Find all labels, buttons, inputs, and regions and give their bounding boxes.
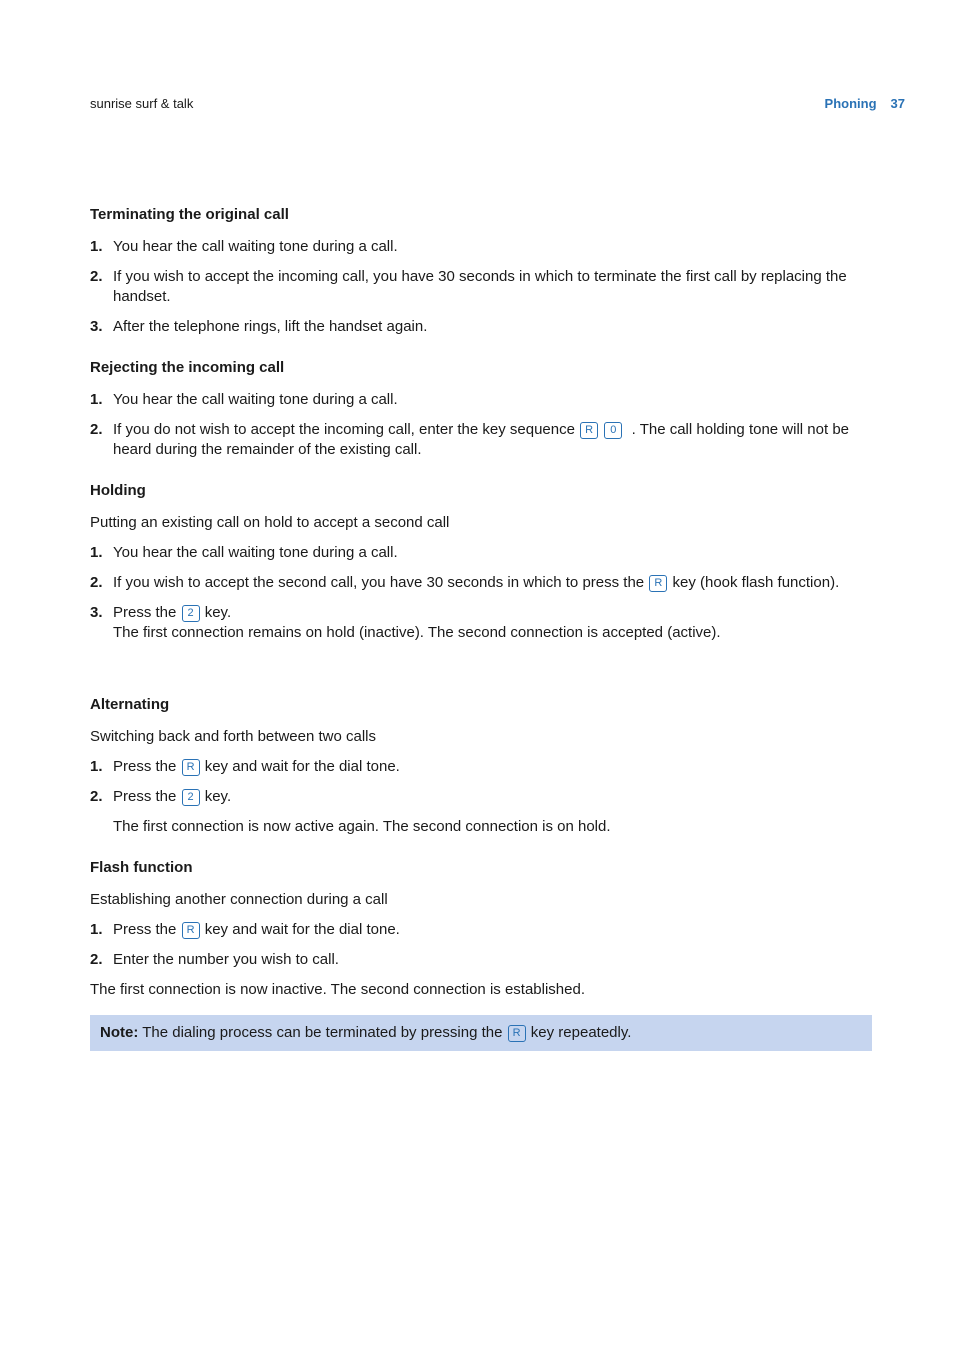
list-item (90, 267, 872, 307)
list-item (90, 757, 872, 777)
list-number: 1. (90, 921, 103, 938)
list-text: You hear the call waiting tone during a call. (113, 544, 398, 561)
list-text (113, 787, 872, 807)
text-before-key: Press the (113, 921, 177, 938)
list-item (90, 420, 872, 460)
note-label: Note: (100, 1024, 139, 1041)
section-intro: Establishing another connection during a call (90, 891, 388, 908)
list-number: 1. (90, 544, 103, 561)
section-rejecting (90, 358, 872, 460)
section-title-flash: Flash function (90, 859, 193, 876)
list-number: 2. (90, 574, 103, 591)
list-number: 2. (90, 421, 103, 438)
section-title-rejecting: Rejecting the incoming call (90, 359, 285, 376)
list-item (90, 573, 872, 593)
text-before-key: If you wish to accept the second call, you have 30 seconds in which to press the (113, 574, 645, 591)
text-before-key: Press the (113, 758, 177, 775)
list-text (113, 757, 872, 777)
list-item (90, 317, 872, 337)
text-before-keys: If you do not wish to accept the incoming call, enter the key sequence (113, 421, 575, 438)
text-after-key: key and wait for the dial tone. (204, 921, 400, 938)
list-number: 3. (90, 318, 103, 335)
list-text (113, 920, 872, 940)
list-item (90, 237, 872, 257)
section-intro: Putting an existing call on hold to accept a second call (90, 514, 450, 531)
text-after-key: key. (204, 604, 232, 621)
key-r-icon: R (182, 759, 200, 776)
list-number: 1. (90, 238, 103, 255)
section-after-text: The first connection is now inactive. The second connection is established. (90, 981, 585, 998)
header-section-title: Phoning (824, 96, 877, 111)
list-number: 1. (90, 758, 103, 775)
list-followup: The first connection remains on hold (inactive). The second connection is accepted (active). (113, 624, 721, 641)
list-text: You hear the call waiting tone during a call. (113, 238, 398, 255)
section-after-text: The first connection is now active again. The second connection is on hold. (113, 818, 611, 835)
section-title-alternating: Alternating (90, 696, 170, 713)
key-r-icon: R (508, 1025, 526, 1042)
list-item (90, 787, 872, 807)
section-title-holding: Holding (90, 482, 146, 499)
list-item (90, 543, 872, 563)
list-number: 2. (90, 788, 103, 805)
text-after-key: key (hook flash function). (672, 574, 840, 591)
section-alternating (90, 695, 872, 837)
list-text: After the telephone rings, lift the handset again. (113, 318, 428, 335)
key-r-icon: R (580, 422, 598, 439)
list-number: 1. (90, 391, 103, 408)
section-holding (90, 481, 872, 643)
text-before-key: Press the (113, 604, 177, 621)
section-title-terminating: Terminating the original call (90, 206, 289, 223)
list-text: Enter the number you wish to call. (113, 951, 339, 968)
list-text (113, 573, 872, 593)
list-number: 2. (90, 951, 103, 968)
list-item (90, 603, 872, 643)
list-item (90, 920, 872, 940)
list-text (113, 420, 872, 460)
section-intro: Switching back and forth between two calls (90, 728, 376, 745)
section-terminating (90, 205, 872, 337)
list-text: If you wish to accept the incoming call, you have 30 seconds in which to terminate the first call by replacing the handset. (113, 268, 847, 305)
text-after-keys: . The call holding tone will not be heard during the remainder of the existing call. (113, 421, 850, 458)
list-number: 3. (90, 604, 103, 621)
key-r-icon: R (649, 575, 667, 592)
list-item (90, 950, 872, 970)
note-text-before-key: The dialing process can be terminated by pressing the (142, 1024, 503, 1041)
header-product-name: sunrise surf & talk (90, 96, 194, 111)
page-number: 37 (890, 96, 905, 111)
text-after-key: key and wait for the dial tone. (204, 758, 400, 775)
list-number: 2. (90, 268, 103, 285)
key-2-icon: 2 (182, 789, 200, 806)
text-after-key: key. (204, 788, 232, 805)
list-text: You hear the call waiting tone during a call. (113, 391, 398, 408)
list-item (90, 390, 872, 410)
page-content (90, 205, 872, 1021)
list-text (113, 603, 872, 643)
section-flash (90, 858, 872, 1000)
key-r-icon: R (182, 922, 200, 939)
text-before-key: Press the (113, 788, 177, 805)
note-box (90, 1015, 872, 1051)
header-section (825, 96, 905, 111)
key-2-icon: 2 (182, 605, 200, 622)
note-text-after-key: key repeatedly. (530, 1024, 632, 1041)
key-0-icon: 0 (604, 422, 622, 439)
